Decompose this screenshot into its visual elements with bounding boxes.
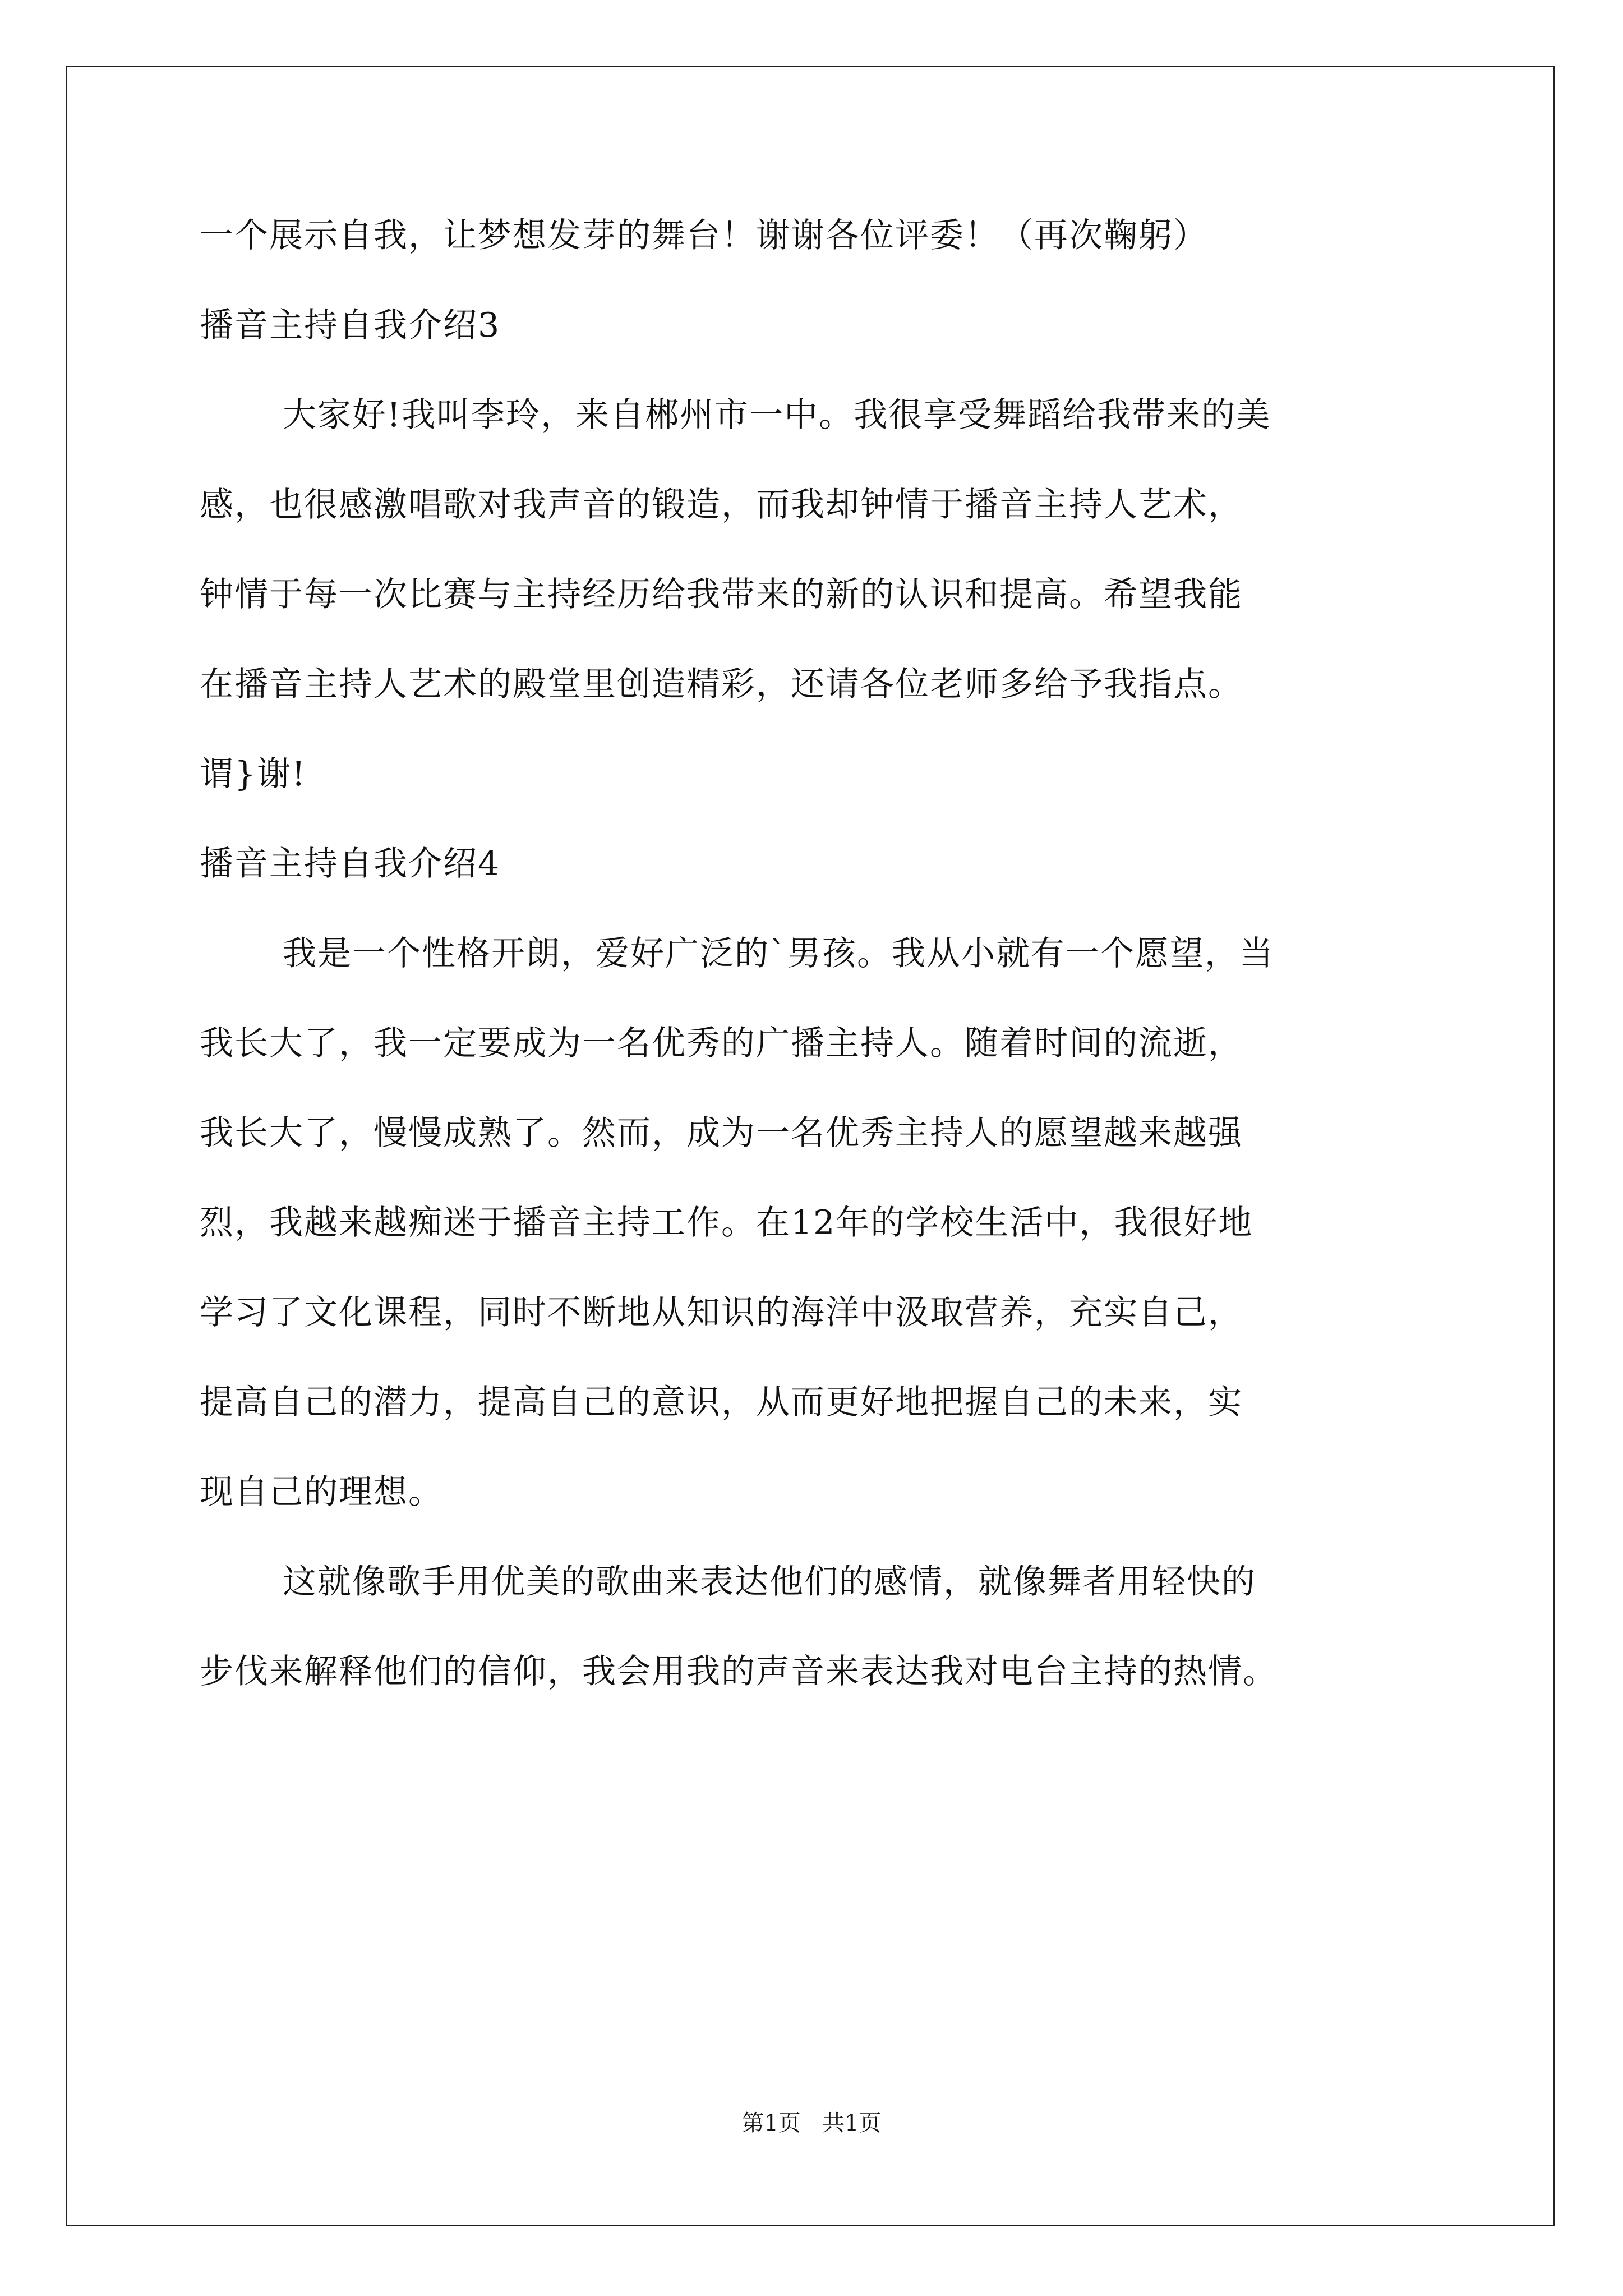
paragraph-line: 一个展示自我，让梦想发芽的舞台！谢谢各位评委！（再次鞠躬） bbox=[200, 216, 1208, 255]
paragraph-line: 在播音主持人艺术的殿堂里创造精彩，还请各位老师多给予我指点。 bbox=[200, 665, 1243, 704]
document-body bbox=[200, 213, 1422, 1739]
section-heading-3: 播音主持自我介绍3 bbox=[200, 306, 501, 345]
paragraph-line: 感，也很感激唱歌对我声音的锻造，而我却钟情于播音主持人艺术， bbox=[200, 485, 1243, 524]
paragraph-line: 谓}谢! bbox=[200, 754, 307, 794]
paragraph-line: 烈，我越来越痴迷于播音主持工作。在12年的学校生活中，我很好地 bbox=[200, 1203, 1253, 1243]
paragraph-line: 这就像歌手用优美的歌曲来表达他们的感情，就像舞者用轻快的 bbox=[283, 1562, 1256, 1602]
paragraph-line: 大家好!我叫李玲，来自郴州市一中。我很享受舞蹈给我带来的美 bbox=[283, 395, 1271, 435]
paragraph-line: 我是一个性格开朗，爱好广泛的`男孩。我从小就有一个愿望，当 bbox=[283, 934, 1274, 973]
paragraph-line: 学习了文化课程，同时不断地从知识的海洋中汲取营养，充实自己， bbox=[200, 1293, 1243, 1332]
paragraph-line: 提高自己的潜力，提高自己的意识，从而更好地把握自己的未来，实 bbox=[200, 1383, 1243, 1422]
page-footer: 第1页 共1页 bbox=[741, 2110, 882, 2136]
paragraph-line: 步伐来解释他们的信仰，我会用我的声音来表达我对电台主持的热情。 bbox=[200, 1652, 1278, 1691]
section-heading-4: 播音主持自我介绍4 bbox=[200, 844, 501, 884]
paragraph-line: 钟情于每一次比赛与主持经历给我带来的新的认识和提高。希望我能 bbox=[200, 575, 1243, 614]
paragraph-line: 我长大了，慢慢成熟了。然而，成为一名优秀主持人的愿望越来越强 bbox=[200, 1114, 1243, 1153]
paragraph-line: 我长大了，我一定要成为一名优秀的广播主持人。随着时间的流逝， bbox=[200, 1024, 1243, 1063]
paragraph-line: 现自己的理想。 bbox=[200, 1473, 443, 1512]
